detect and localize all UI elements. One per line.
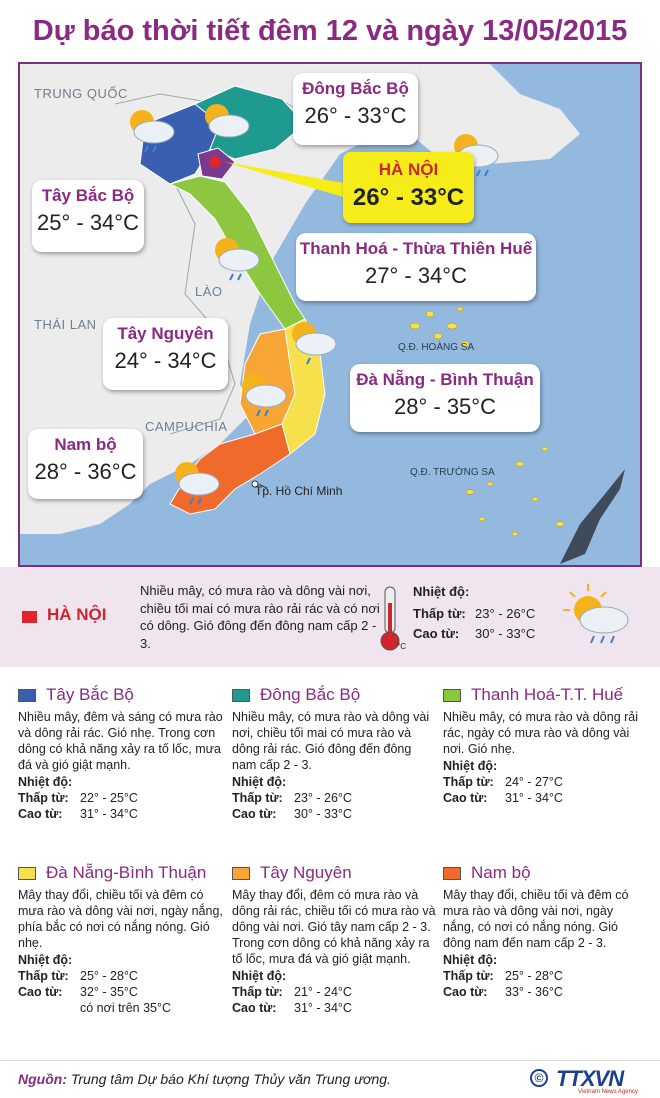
region-title: Tây Bắc Bộ	[46, 685, 134, 704]
region-card-taybacbo	[32, 180, 144, 252]
region-swatch	[232, 867, 250, 880]
country-label: CAMPUCHIA	[145, 419, 228, 434]
region-description: Nhiều mây, có mưa rào và dông rải rác, ngày có mưa rào và dông vài nơi. Gió nhẹ.	[443, 710, 639, 756]
partly-cloudy-rain-icon	[232, 368, 292, 420]
region-description: Mây thay đổi, đêm có mưa rào và dông rải rác, chiều tối có mưa rào và dông vài nơi. Gió tây nam cấp 2 - 3. Trong cơn dông có khả năng xảy ra tố lốc, mưa đá và gió giật mạnh.	[232, 888, 436, 966]
partly-cloudy-rain-icon	[282, 316, 342, 368]
region-temp-label: Nhiệt độ:	[443, 953, 498, 967]
hanoi-card	[343, 152, 474, 223]
region-card-danang-binhthuan	[350, 364, 540, 432]
hanoi-marker	[209, 156, 221, 168]
region-detail-dongbacbo	[232, 684, 437, 822]
source-label: Nguồn:	[18, 1071, 67, 1087]
region-swatch	[443, 867, 461, 880]
partly-cloudy-rain-icon	[195, 98, 255, 150]
ttxvn-logo-subtitle: Vietnam News Agency	[578, 1089, 638, 1095]
region-max-row	[18, 984, 223, 1016]
hanoi-detail	[0, 567, 660, 667]
partly-cloudy-rain-icon	[560, 582, 632, 650]
region-max-row	[443, 790, 643, 806]
region-card-taynguyen	[103, 318, 228, 390]
region-min-row	[18, 790, 223, 806]
region-card-temp: 24° - 34°C	[114, 348, 217, 373]
region-detail-taynguyen	[232, 862, 437, 1016]
region-temp-label: Nhiệt độ:	[18, 775, 73, 789]
region-swatch	[443, 689, 461, 702]
region-card-nambo	[28, 429, 143, 499]
source-value: Trung tâm Dự báo Khí tượng Thủy văn Trung ương.	[66, 1071, 391, 1087]
region-title: Đà Nẵng-Bình Thuận	[46, 863, 207, 882]
region-min-row	[18, 968, 223, 984]
region-max-value: 32° - 35°C	[80, 985, 138, 999]
city-label: Tp. Hồ Chí Minh	[255, 484, 343, 498]
hanoi-color-marker	[22, 611, 37, 623]
region-max-row	[232, 1000, 437, 1016]
region-max-value: 31° - 34°C	[294, 1001, 352, 1015]
country-label: TRUNG QUỐC	[34, 86, 128, 101]
region-card-name: Nam bộ	[54, 435, 117, 454]
region-detail-danang-binhthuan	[18, 862, 223, 1016]
region-temp-label: Nhiệt độ:	[232, 775, 287, 789]
hanoi-card-temp: 26° - 33°C	[352, 184, 465, 211]
region-max-label: Cao từ:	[232, 1001, 277, 1015]
island-label: Q.Đ. HOÀNG SA	[398, 342, 475, 353]
thermometer-icon	[375, 583, 405, 653]
region-card-name: Tây Nguyên	[117, 324, 214, 343]
region-temp-label: Nhiệt độ:	[443, 759, 498, 773]
region-max-value: 31° - 34°C	[505, 791, 563, 805]
partly-cloudy-rain-icon	[205, 232, 265, 284]
footer	[0, 1060, 660, 1098]
hanoi-max-value: 30° - 33°C	[475, 626, 536, 641]
region-max-label: Cao từ:	[18, 985, 63, 999]
page-title: Dự báo thời tiết đêm 12 và ngày 13/05/2015	[0, 0, 660, 62]
ttxvn-logo: TTXVN	[556, 1066, 624, 1091]
region-min-label: Thấp từ:	[232, 791, 283, 805]
region-temp-label: Nhiệt độ:	[18, 953, 73, 967]
region-max-label: Cao từ:	[443, 791, 488, 805]
country-label: LÀO	[195, 284, 223, 299]
region-min-value: 24° - 27°C	[505, 775, 563, 789]
region-max-extra: có nơi trên 35°C	[80, 1001, 172, 1015]
region-temp-label: Nhiệt độ:	[232, 969, 287, 983]
region-card-name: Đà Nẵng - Bình Thuận	[356, 370, 534, 389]
region-max-label: Cao từ:	[232, 807, 277, 821]
region-min-label: Thấp từ:	[18, 969, 69, 983]
region-min-label: Thấp từ:	[232, 985, 283, 999]
island-label: Q.Đ. TRƯỜNG SA	[410, 467, 495, 478]
region-card-name: Đông Bắc Bộ	[302, 79, 409, 98]
hanoi-min-row	[413, 606, 535, 621]
region-min-row	[443, 968, 643, 984]
region-card-temp: 28° - 35°C	[394, 394, 496, 419]
region-card-thanhhoa-hue	[296, 233, 536, 301]
hanoi-name: HÀ NỘI	[47, 605, 107, 624]
region-description: Mây thay đổi, chiều tối và đêm có mưa rào và dông vài nơi, ngày nắng, phía bắc có nơi có nắng nóng. Gió nhẹ.	[18, 888, 223, 950]
partly-cloudy-rain-icon	[165, 456, 225, 508]
region-detail-thanhhoa-hue	[443, 684, 643, 806]
region-min-value: 22° - 25°C	[80, 791, 138, 805]
region-swatch	[18, 689, 36, 702]
region-min-row	[232, 790, 437, 806]
region-min-value: 21° - 24°C	[294, 985, 352, 999]
region-min-row	[443, 774, 643, 790]
region-max-row	[18, 806, 223, 822]
islands-truongsa	[466, 447, 564, 536]
hanoi-card-name: HÀ NỘI	[378, 160, 439, 179]
partly-cloudy-rain-icon	[120, 104, 180, 156]
region-card-temp: 27° - 34°C	[365, 263, 467, 288]
region-card-temp: 25° - 34°C	[37, 210, 139, 235]
country-label: THÁI LAN	[34, 317, 97, 332]
region-card-temp: 28° - 36°C	[34, 459, 137, 484]
region-detail-taybacbo	[18, 684, 223, 822]
region-max-label: Cao từ:	[18, 807, 63, 821]
region-min-row	[232, 984, 437, 1000]
region-card-dongbacbo	[293, 73, 418, 145]
region-min-value: 23° - 26°C	[294, 791, 352, 805]
region-title: Thanh Hoá-T.T. Huế	[471, 685, 624, 704]
region-description: Mây thay đổi, chiều tối và đêm có mưa rào và dông vài nơi, ngày nắng, có nơi có nắng nóng. Gió đông nam đến nam cấp 2 - 3.	[443, 888, 629, 950]
hanoi-max-label: Cao từ:	[413, 626, 460, 641]
region-max-label: Cao từ:	[443, 985, 488, 999]
region-card-temp: 26° - 33°C	[304, 103, 407, 128]
region-max-value: 31° - 34°C	[80, 807, 138, 821]
hanoi-min-label: Thấp từ:	[413, 606, 466, 621]
source-text	[18, 1071, 391, 1087]
region-max-row	[232, 806, 437, 822]
region-description: Nhiều mây, có mưa rào và dông vài nơi, chiều tối mai có mưa rào và dông rải rác. Gió đông đến đông nam cấp 2 - 3.	[232, 710, 430, 772]
region-min-value: 25° - 28°C	[505, 969, 563, 983]
region-title: Đông Bắc Bộ	[260, 685, 361, 704]
region-description: Nhiều mây, đêm và sáng có mưa rào và dông rải rác. Gió nhẹ. Trong cơn dông có khả năng xảy ra tố lốc, mưa đá và gió giật mạnh.	[18, 710, 223, 772]
region-swatch	[18, 867, 36, 880]
hanoi-max-row	[413, 626, 535, 641]
region-detail-nambo	[443, 862, 643, 1000]
islands-hoangsa	[410, 307, 469, 347]
land-area	[560, 469, 625, 564]
region-min-label: Thấp từ:	[443, 969, 494, 983]
region-swatch	[232, 689, 250, 702]
region-max-row	[443, 984, 643, 1000]
hanoi-temp-label: Nhiệt độ:	[413, 584, 470, 599]
hanoi-min-value: 23° - 26°C	[475, 606, 536, 621]
region-max-value: 30° - 33°C	[294, 807, 352, 821]
copyright-icon: ©	[530, 1069, 548, 1087]
region-card-name: Tây Bắc Bộ	[41, 186, 135, 205]
region-title: Tây Nguyên	[260, 863, 352, 882]
region-max-value: 33° - 36°C	[505, 985, 563, 999]
region-title: Nam bộ	[471, 863, 531, 882]
thermometer-unit: °C	[397, 642, 406, 651]
region-card-name: Thanh Hoá - Thừa Thiên Huế	[299, 239, 533, 258]
region-min-value: 25° - 28°C	[80, 969, 138, 983]
region-min-label: Thấp từ:	[443, 775, 494, 789]
region-min-label: Thấp từ:	[18, 791, 69, 805]
hanoi-description: Nhiều mây, có mưa rào và dông vài nơi, chiều tối mai có mưa rào rải rác và có nơi có dông. Gió đông đến đông nam cấp 2 - 3.	[140, 583, 380, 651]
